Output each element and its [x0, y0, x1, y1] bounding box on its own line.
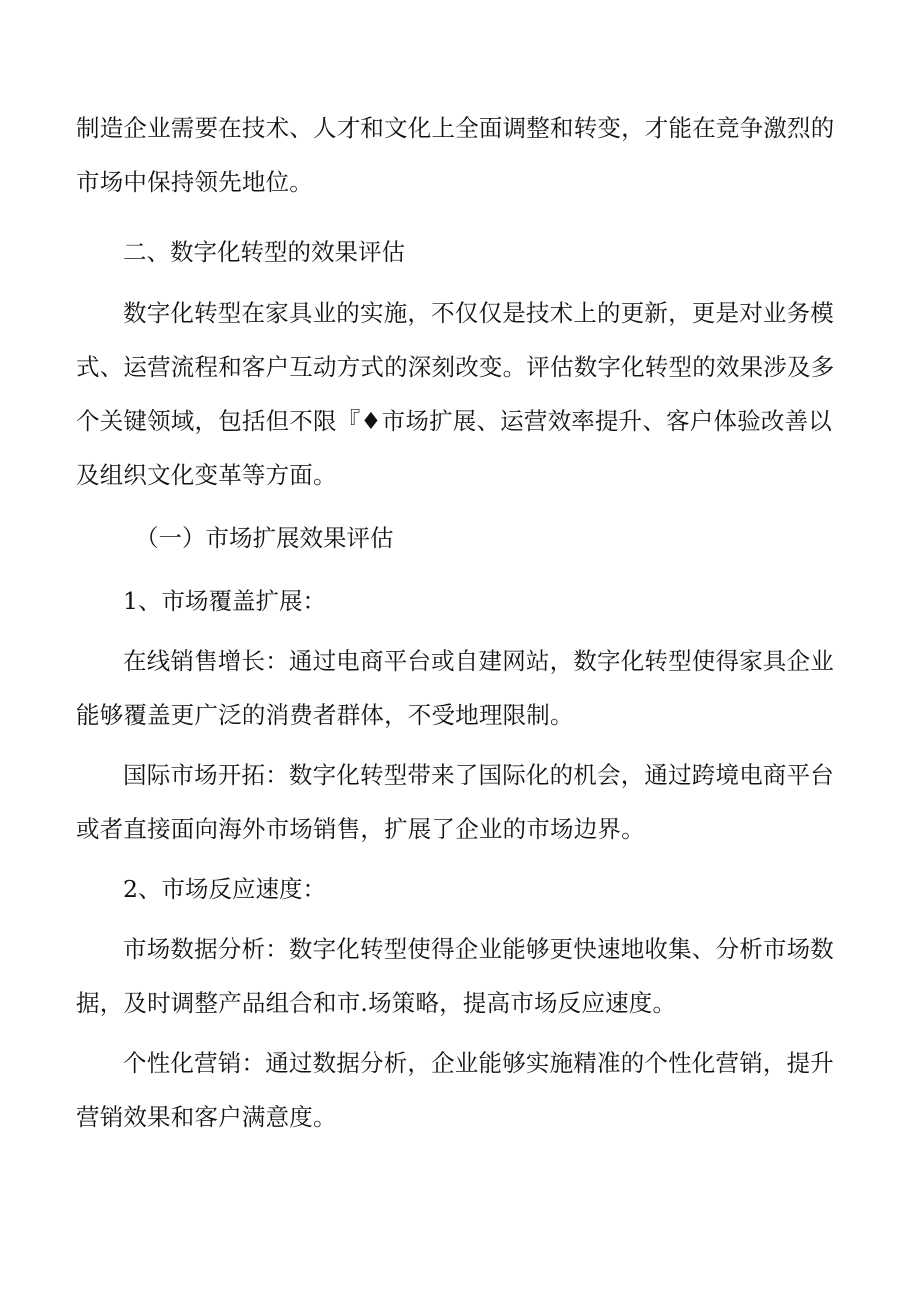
subsection-heading: （一）市场扩展效果评估 [135, 524, 394, 552]
item-heading-market-coverage: 1、市场覆盖扩展： [123, 587, 326, 615]
paragraph-online-sales: 在线销售增长：通过电商平台或自建网站，数字化转型使得家具企业能够覆盖更广泛的消费者群体，不受地理限制。 [76, 647, 834, 729]
paragraph-international-market: 国际市场开拓：数字化转型带来了国际化的机会，通过跨境电商平台或者直接面向海外市场销售，扩展了企业的市场边界。 [76, 761, 834, 843]
item-heading-market-response: 2、市场反应速度： [123, 875, 326, 903]
paragraph-personalized-marketing: 个性化营销：通过数据分析，企业能够实施精准的个性化营销，提升营销效果和客户满意度。 [76, 1049, 834, 1131]
paragraph-overview: 数字化转型在家具业的实施，不仅仅是技术上的更新，更是对业务模式、运营流程和客户互动方式的深刻改变。评估数字化转型的效果涉及多个关键领域，包括但不限『♦市场扩展、运营效率提升、客户体验改善以及组织文化变革等方面。 [76, 299, 835, 489]
section-heading: 二、数字化转型的效果评估 [123, 238, 405, 266]
paragraph-market-data: 市场数据分析：数字化转型使得企业能够更快速地收集、分析市场数据，及时调整产品组合和市.场策略，提高市场反应速度。 [76, 935, 834, 1017]
paragraph-intro-continuation: 制造企业需要在技术、人才和文化上全面调整和转变，才能在竞争激烈的市场中保持领先地位。 [76, 114, 835, 196]
